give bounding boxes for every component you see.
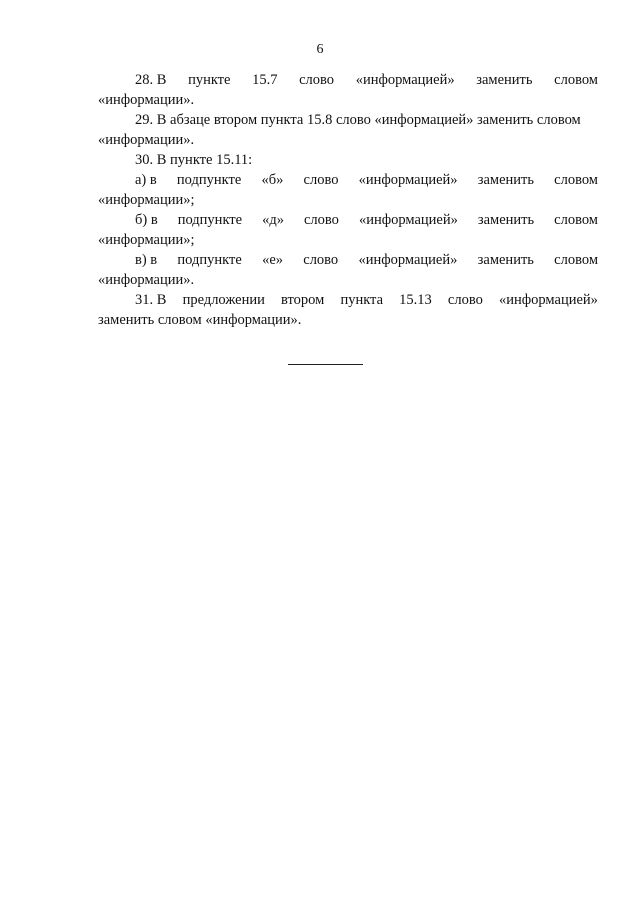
word: «информацией» xyxy=(358,172,458,188)
word: подпункте xyxy=(177,252,242,268)
word: заменить xyxy=(477,252,534,268)
item-30-line-1: 30. В пункте 15.11: xyxy=(135,152,253,168)
word: слово xyxy=(303,252,339,268)
word: словом xyxy=(554,252,598,268)
word: б) в xyxy=(135,212,158,228)
item-28-line-1 xyxy=(98,70,598,90)
item-29-line-1: 29. В абзаце втором пункта 15.8 слово «информацией» заменить словом xyxy=(135,112,581,128)
item-29-line-2: «информации». xyxy=(98,132,195,148)
item-30-a-line-1 xyxy=(98,170,598,190)
word: «информацией» xyxy=(358,212,458,228)
word: словом xyxy=(554,212,598,228)
word: «информацией» xyxy=(355,72,455,88)
word: слово xyxy=(303,172,339,188)
word: заменить xyxy=(477,212,535,228)
word: а) в xyxy=(135,172,157,188)
word: предложении xyxy=(182,292,265,308)
item-31-line-1 xyxy=(98,290,598,310)
item-30-c-line-1 xyxy=(98,250,598,270)
word: 28. В xyxy=(135,72,167,88)
word: «е» xyxy=(262,252,283,268)
word: заменить xyxy=(477,172,534,188)
word: 15.13 xyxy=(399,292,432,308)
end-of-document-rule xyxy=(288,364,363,365)
item-30-b-line-2: «информации»; xyxy=(98,232,195,248)
word: подпункте xyxy=(177,212,243,228)
word: «б» xyxy=(261,172,284,188)
word: втором xyxy=(281,292,325,308)
word: слово xyxy=(299,72,335,88)
word: подпункте xyxy=(176,172,242,188)
word: «д» xyxy=(262,212,284,228)
word: слово xyxy=(447,292,483,308)
word: в) в xyxy=(135,252,158,268)
item-28-line-2: «информации». xyxy=(98,92,195,108)
word: 31. В xyxy=(135,292,167,308)
item-30 xyxy=(98,150,598,170)
word: пункта xyxy=(340,292,384,308)
item-31-line-2: заменить словом «информации». xyxy=(98,312,302,328)
item-30-b-line-1 xyxy=(98,210,598,230)
word: заменить xyxy=(476,72,533,88)
item-31 xyxy=(98,290,598,330)
item-30-a-line-2: «информации»; xyxy=(98,192,195,208)
item-28 xyxy=(98,70,598,110)
item-30-c-line-2: «информации». xyxy=(98,272,195,288)
word: слово xyxy=(304,212,339,228)
item-29 xyxy=(98,110,598,150)
page-number: 6 xyxy=(316,42,324,57)
item-30-a xyxy=(98,170,598,210)
item-30-b xyxy=(98,210,598,250)
item-30-c xyxy=(98,250,598,290)
word: 15.7 xyxy=(252,72,278,88)
word: словом xyxy=(554,72,598,88)
word: «информацией» xyxy=(358,252,458,268)
word: словом xyxy=(554,172,598,188)
word: «информацией» xyxy=(498,292,598,308)
document-body xyxy=(98,70,598,330)
word: пункте xyxy=(188,72,231,88)
